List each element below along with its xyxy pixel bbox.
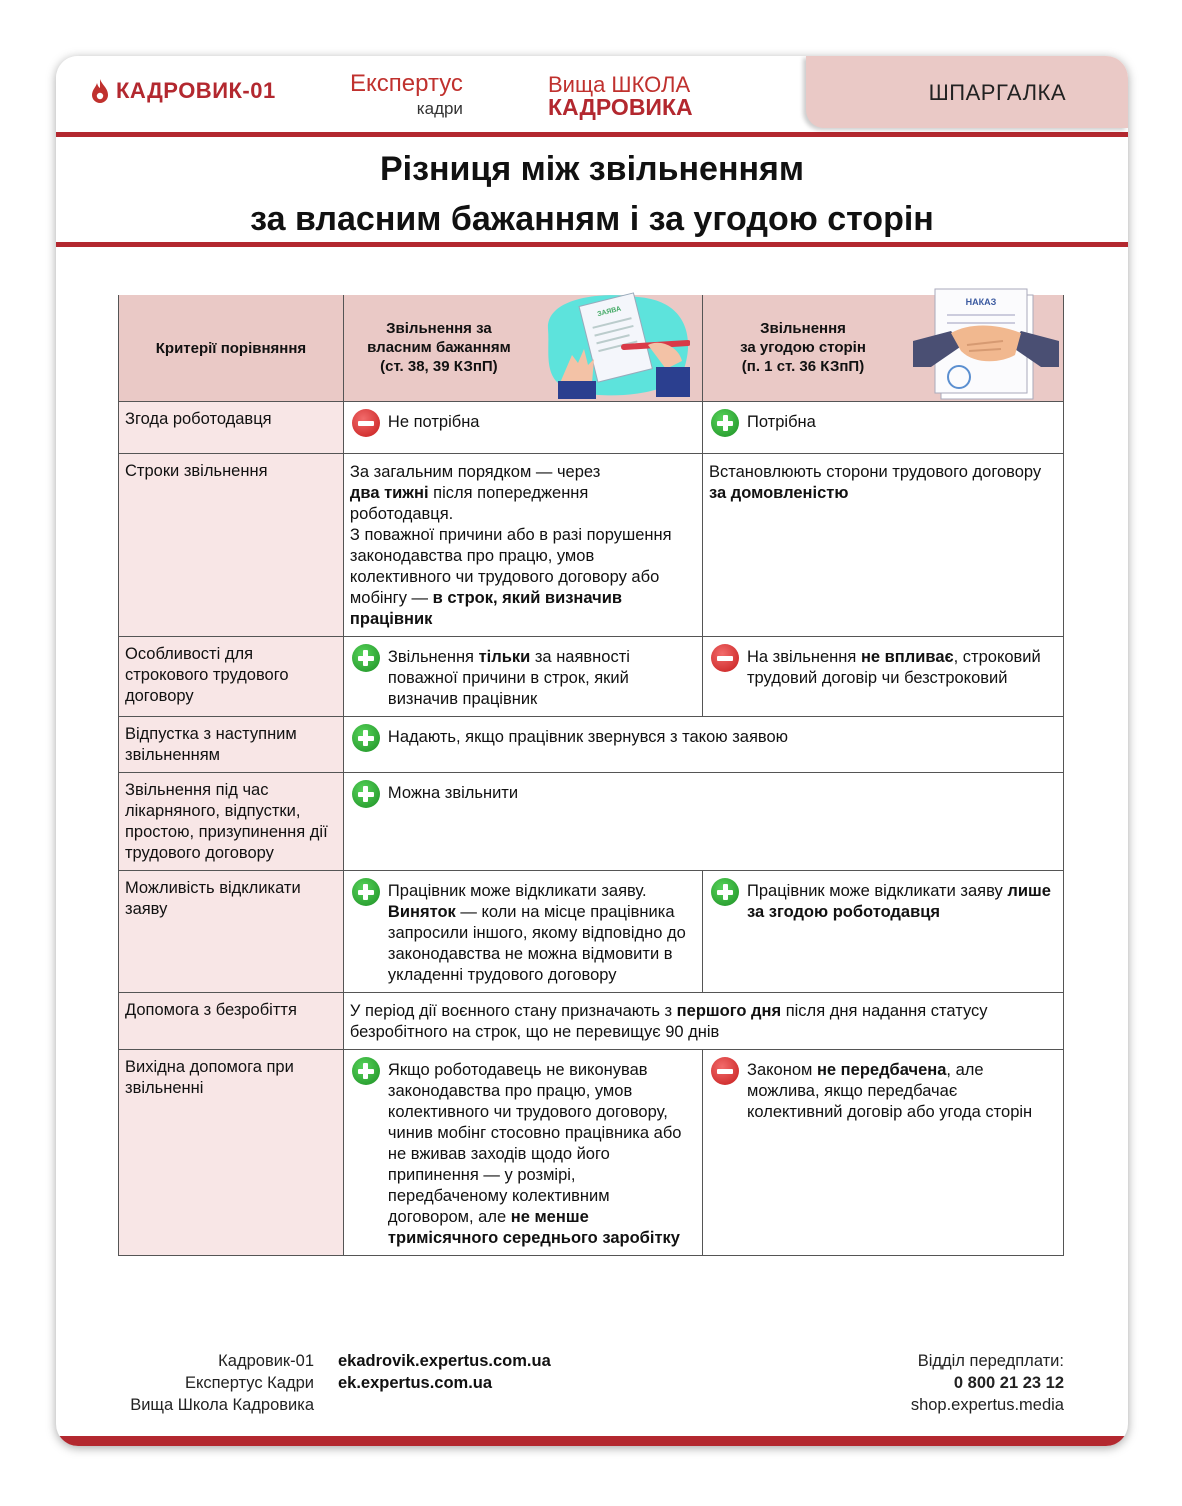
subscription-label: Відділ передплати:: [917, 1352, 1064, 1370]
plus-icon: [352, 780, 380, 808]
header-own-will-line-1: Звільнення за: [386, 320, 492, 337]
handshake-order-illustration: [911, 283, 1061, 403]
criterion-cell: Строки звільнення: [119, 454, 344, 637]
title-divider: [56, 242, 1128, 247]
own-will-cell: Не потрібна: [343, 402, 702, 454]
footer-brand-1: Кадровик-01: [218, 1352, 314, 1370]
top-bar: [56, 56, 1128, 137]
footer-link-ek[interactable]: ek.expertus.com.ua: [338, 1374, 493, 1392]
footer-brand-3: Вища Школа Кадровика: [130, 1396, 314, 1414]
bottom-divider: [56, 1436, 1128, 1446]
subscription-site[interactable]: shop.expertus.media: [910, 1396, 1064, 1414]
table-row: [119, 402, 1064, 454]
footer-links: [338, 1350, 551, 1394]
mutual-cell: На звільнення не впливає, строковий трудовий договір чи безстроковий: [703, 637, 1064, 717]
table-row: [119, 1050, 1064, 1256]
merged-cell: Надають, якщо працівник звернувся з такою заявою: [343, 717, 1063, 773]
mutual-cell: Потрібна: [703, 402, 1064, 454]
mutual-cell: Законом не передбачена, але можлива, якщо передбачає колективний договір або угода сторін: [703, 1050, 1064, 1256]
footer-link-ekadrovik[interactable]: ekadrovik.expertus.com.ua: [338, 1352, 551, 1370]
merged-cell: У період дії воєнного стану призначають з першого дня після дня надання статусу безробітного на строк, що не перевищує 90 днів: [343, 993, 1063, 1050]
page-title-line-1: Різниця між звільненням: [379, 150, 805, 188]
table-row: [119, 717, 1064, 773]
plus-icon: [352, 878, 380, 906]
header-criteria: Критерії порівняння: [119, 295, 344, 402]
criterion-cell: Відпустка з наступним звільненням: [119, 717, 344, 773]
table-header-row: [119, 295, 1064, 402]
school-logo[interactable]: [548, 74, 693, 120]
table-row: [119, 454, 1064, 637]
merged-cell: Можна звільнити: [343, 773, 1063, 871]
page-title-line-2: за власним бажанням і за угодою сторін: [250, 200, 934, 238]
header-mutual-line-1: Звільнення: [760, 320, 846, 337]
plus-icon: [352, 644, 380, 672]
cheat-sheet-tag-label: ШПАРГАЛКА: [928, 80, 1066, 105]
plus-icon: [352, 724, 380, 752]
criterion-cell: Згода роботодавця: [119, 402, 344, 454]
criterion-cell: Допомога з безробіття: [119, 993, 344, 1050]
table-row: [119, 871, 1064, 993]
footer-brands: [116, 1350, 314, 1416]
plus-icon: [711, 878, 739, 906]
criterion-cell: Особливості для строкового трудового договору: [119, 637, 344, 717]
table-row: [119, 993, 1064, 1050]
svg-text:ЗАЯВА: ЗАЯВА: [596, 305, 622, 319]
table-row: [119, 637, 1064, 717]
own-will-cell: Звільнення тільки за наявності поважної причини в строк, який визначив працівник: [343, 637, 702, 717]
mutual-cell: Працівник може відкликати заяву лише за згодою роботодавця: [703, 871, 1064, 993]
plus-icon: [352, 1057, 380, 1085]
criterion-cell: Звільнення під час лікарняного, відпустки, простою, призупинення дії трудового договору: [119, 773, 344, 871]
kadrovyk-logo[interactable]: [90, 78, 276, 104]
header-own-will: [343, 295, 702, 402]
expertus-logo-top: Експертус: [350, 70, 463, 97]
own-will-cell: За загальним порядком — через два тижні після попередження роботодавця. З поважної причини або в разі порушення законодавства про працю, умов колективного чи трудового договору або мобінгу — в строк, який визначив працівник: [343, 454, 702, 637]
own-will-cell: Якщо роботодавець не виконував законодавства про працю, умов колективного чи трудового договору, чинив мобінг стосовно працівника або не вживав заходів щодо його припинення — у розмірі, передбаченому колективним договором, але не менше тримісячного середнього заробітку: [343, 1050, 702, 1256]
minus-icon: [352, 409, 380, 437]
mutual-cell: Встановлюють сторони трудового договору за домовленістю: [703, 454, 1064, 637]
footer-subscription: [911, 1350, 1064, 1416]
own-will-cell: Працівник може відкликати заяву. Виняток — коли на місце працівника запросили іншого, якому відповідно до законодавства не можна відмовити в укладенні трудового договору: [343, 871, 702, 993]
header-mutual-line-2: за угодою сторін: [740, 339, 866, 356]
minus-icon: [711, 1057, 739, 1085]
header-own-will-line-2: власним бажанням: [367, 339, 511, 356]
table-row: [119, 773, 1064, 871]
application-signing-illustration: [538, 289, 690, 399]
criterion-cell: Можливість відкликати заяву: [119, 871, 344, 993]
plus-icon: [711, 409, 739, 437]
footer-brand-2: Експертус Кадри: [184, 1374, 314, 1392]
svg-text:НАКАЗ: НАКАЗ: [965, 297, 997, 307]
school-logo-top: Вища ШКОЛА: [548, 72, 691, 97]
page-title: [56, 144, 1128, 244]
expertus-logo-bottom: кадри: [416, 99, 463, 118]
header-mutual-agreement: [703, 295, 1064, 402]
cheat-sheet-tag: [806, 56, 1128, 128]
subscription-phone[interactable]: 0 800 21 23 12: [953, 1374, 1064, 1392]
header-own-will-line-3: (ст. 38, 39 КЗпП): [380, 358, 498, 375]
minus-icon: [711, 644, 739, 672]
kadrovyk-logo-text: КАДРОВИК-01: [116, 78, 276, 103]
expertus-logo[interactable]: [350, 72, 463, 117]
header-mutual-line-3: (п. 1 ст. 36 КЗпП): [741, 358, 865, 375]
cheat-sheet-card: [56, 56, 1128, 1446]
criterion-cell: Вихідна допомога при звільненні: [119, 1050, 344, 1256]
school-logo-bottom: КАДРОВИКА: [548, 94, 693, 121]
flame-icon: [90, 78, 110, 104]
comparison-table: [118, 295, 1064, 1256]
